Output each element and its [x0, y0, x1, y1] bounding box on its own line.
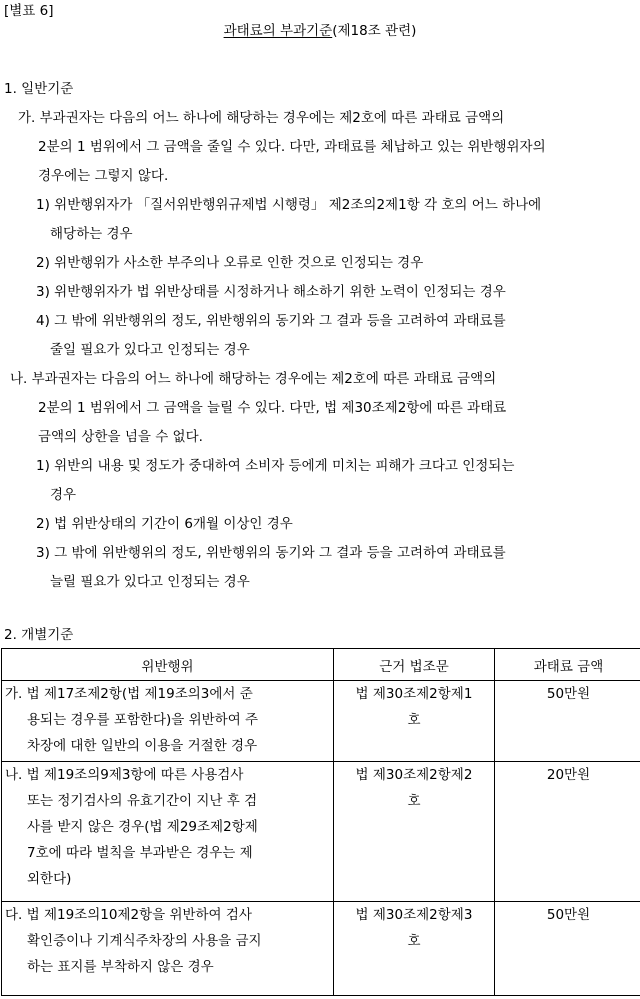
title-suffix: (제18조 관련)	[332, 23, 417, 39]
violation-cell	[2, 902, 334, 996]
violation-line: 다. 법 제19조의10제2항을 위반하여 검사	[5, 907, 252, 923]
penalty-amount: 50만원	[546, 907, 591, 923]
amount-cell	[495, 902, 640, 996]
general-ga-line: 2분의 1 범위에서 그 금액을 줄일 수 있다. 다만, 과태료를 체납하고 있는 위반행위자의	[38, 139, 546, 155]
column-header-law: 근거 법조문	[334, 649, 495, 681]
general-na-line: 2분의 1 범위에서 그 금액을 늘릴 수 있다. 다만, 법 제30조제2항에 따른 과태료	[38, 400, 507, 416]
violation-line: 용되는 경우를 포함한다)을 위반하여 주	[27, 712, 259, 728]
law-cell	[334, 681, 495, 762]
violation-cell	[2, 762, 334, 902]
law-line: 법 제30조제2항제2	[355, 767, 473, 783]
penalty-amount: 50만원	[546, 686, 591, 702]
general-ga-item-cont: 줄일 필요가 있다고 인정되는 경우	[50, 342, 250, 358]
title-main: 과태료의 부과기준	[223, 23, 333, 39]
general-na-item-cont: 늘릴 필요가 있다고 인정되는 경우	[50, 574, 250, 590]
amount-cell	[495, 762, 640, 902]
general-na-item: 1) 위반의 내용 및 정도가 중대하여 소비자 등에게 미치는 피해가 크다고 인정되는	[36, 458, 515, 474]
general-na-line: 나. 부과권자는 다음의 어느 하나에 해당하는 경우에는 제2호에 따른 과태료 금액의	[10, 371, 497, 387]
general-na-line: 금액의 상한을 넘을 수 없다.	[38, 429, 203, 445]
general-heading: 1. 일반기준	[4, 81, 74, 97]
general-na-item: 2) 법 위반상태의 기간이 6개월 이상인 경우	[36, 516, 293, 532]
individual-heading: 2. 개별기준	[4, 627, 74, 643]
violation-line: 나. 법 제19조의9제3항에 따른 사용검사	[5, 767, 244, 783]
general-ga-item: 3) 위반행위자가 법 위반상태를 시정하거나 해소하기 위한 노력이 인정되는 경우	[36, 284, 506, 300]
general-ga-item: 2) 위반행위가 사소한 부주의나 오류로 인한 것으로 인정되는 경우	[36, 255, 424, 271]
amount-cell	[495, 681, 640, 762]
violation-line: 확인증이나 기계식주차장의 사용을 금지	[27, 933, 262, 949]
violation-line: 외한다)	[27, 871, 72, 887]
penalty-amount: 20만원	[546, 767, 591, 783]
violation-line: 차장에 대한 일반의 이용을 거절한 경우	[27, 738, 258, 754]
law-line: 법 제30조제2항제1	[355, 686, 473, 702]
page-title	[0, 22, 640, 40]
violation-line: 7호에 따라 벌칙을 부과받은 경우는 제	[27, 845, 253, 861]
annex-label: [별표 6]	[4, 3, 54, 19]
general-ga-item: 1) 위반행위자가 「질서위반행위규제법 시행령」 제2조의2제1항 각 호의 어느 하나에	[36, 197, 542, 213]
law-line: 호	[407, 793, 421, 809]
violation-line: 하는 표지를 부착하지 않은 경우	[27, 959, 214, 975]
column-header-amount: 과태료 금액	[495, 649, 640, 681]
general-ga-line: 경우에는 그렇지 않다.	[38, 168, 169, 184]
law-line: 법 제30조제2항제3	[355, 907, 473, 923]
general-na-item-cont: 경우	[50, 487, 77, 503]
violation-line: 가. 법 제17조제2항(법 제19조의3에서 준	[5, 686, 253, 702]
table-row	[2, 681, 640, 762]
law-line: 호	[407, 712, 421, 728]
general-ga-item: 4) 그 밖에 위반행위의 정도, 위반행위의 동기와 그 결과 등을 고려하여 과태료를	[36, 313, 506, 329]
general-ga-item-cont: 해당하는 경우	[50, 226, 133, 242]
general-ga-line: 가. 부과권자는 다음의 어느 하나에 해당하는 경우에는 제2호에 따른 과태료 금액의	[18, 110, 505, 126]
violation-line: 사를 받지 않은 경우(법 제29조제2항제	[27, 819, 258, 835]
table-row	[2, 902, 640, 996]
violation-line: 또는 정기검사의 유효기간이 지난 후 검	[27, 793, 258, 809]
penalty-table	[1, 648, 640, 996]
law-cell	[334, 762, 495, 902]
table-header-row	[2, 649, 640, 681]
table-row	[2, 762, 640, 902]
law-cell	[334, 902, 495, 996]
violation-cell	[2, 681, 334, 762]
law-line: 호	[407, 933, 421, 949]
general-na-item: 3) 그 밖에 위반행위의 정도, 위반행위의 동기와 그 결과 등을 고려하여 과태료를	[36, 545, 506, 561]
column-header-violation: 위반행위	[2, 649, 334, 681]
